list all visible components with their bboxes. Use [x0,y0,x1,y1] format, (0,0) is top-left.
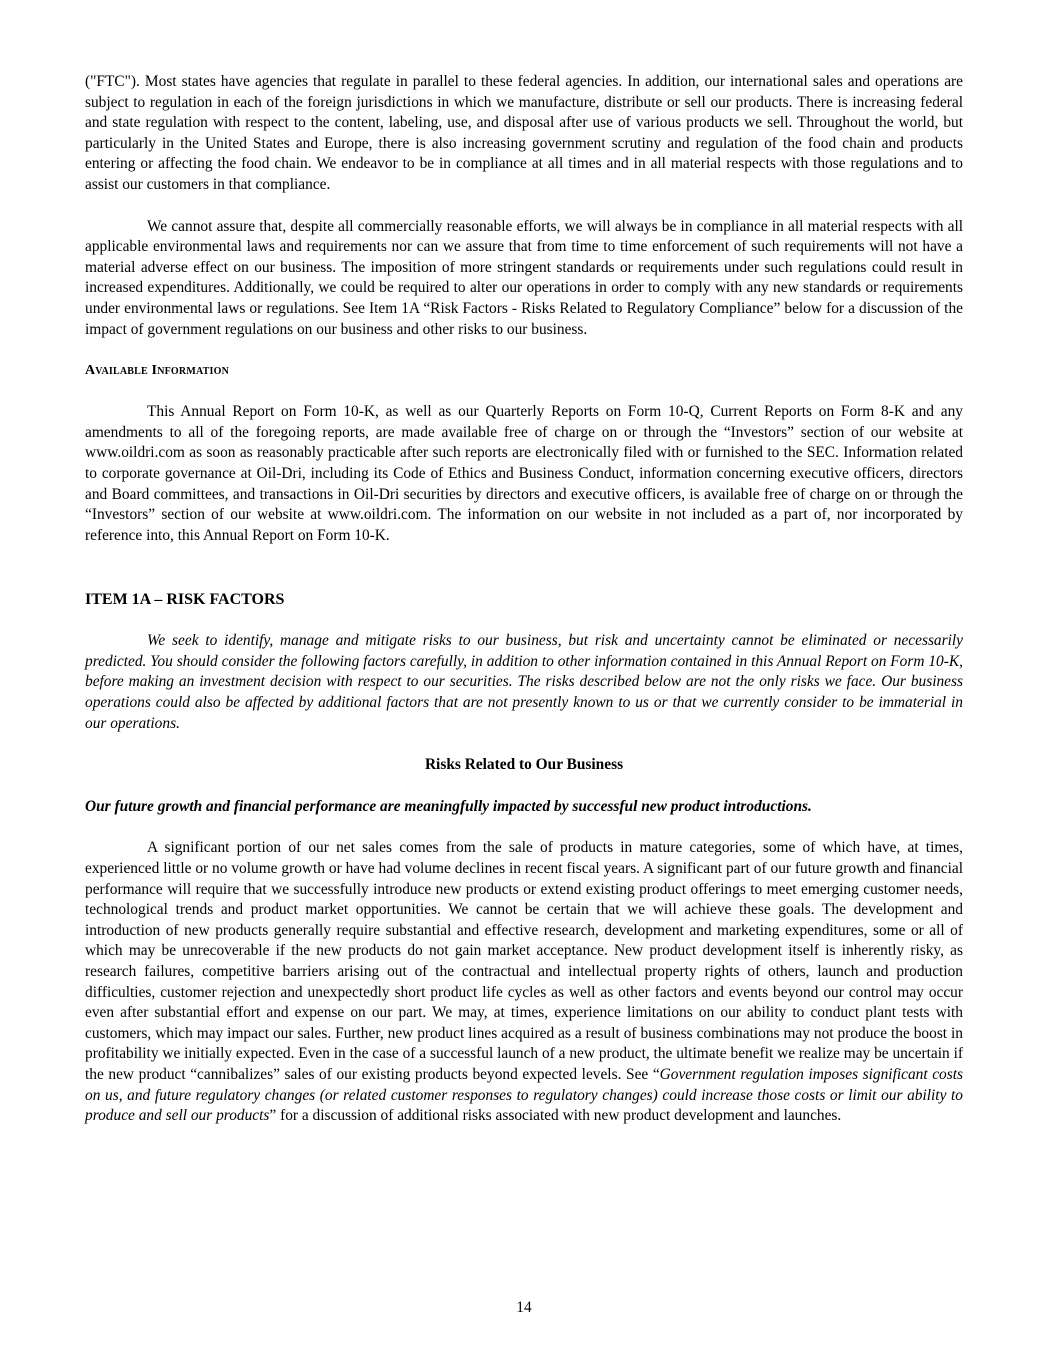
heading-item-1a-risk-factors: ITEM 1A – RISK FACTORS [85,591,285,609]
paragraph-new-products-tail: ” for a discussion of additional risks associated with new product development and launches. [269,1107,842,1125]
heading-available-information: Available Information [85,363,230,379]
paragraph-available-information: This Annual Report on Form 10-K, as well as our Quarterly Reports on Form 10-Q, Current Reports on Form 8-K and any amendments to all of the foregoing reports, are made available free of charge on or through the “Investors” section of our website at www.oildri.com as soon as reasonably practicable after such reports are electronically filed with or furnished to the SEC. Information related to corporate governance at Oil-Dri, including its Code of Ethics and Business Conduct, information concerning executive officers, directors and Board committees, and transactions in Oil-Dri securities by directors and executive officers, is available free of charge on or through the “Investors” section of our website at www.oildri.com. The information on our website in not included as a part of, nor incorporated by reference into, this Annual Report on Form 10-K. [85,403,963,544]
page-number: 14 [516,1299,532,1316]
subheading-risks-related-to-business: Risks Related to Our Business [424,756,624,774]
risk-title-new-products: Our future growth and financial performance are meaningfully impacted by successful new product introductions. [85,797,812,815]
paragraph-risk-intro: We seek to identify, manage and mitigate risks to our business, but risk and uncertainty cannot be eliminated or necessarily predicted. You should consider the following factors carefully, in addition to other information contained in this Annual Report on Form 10-K, before making an investment decision with respect to our securities. The risks described below are not the only risks we face. Our business operations could also be affected by additional factors that are not presently known to us or that we currently consider to be immaterial in our operations. [85,632,963,732]
paragraph-compliance: We cannot assure that, despite all commercially reasonable efforts, we will always be in compliance in all material respects with all applicable environmental laws and requirements nor can we assure that from time to time enforcement of such requirements will not have a material adverse effect on our business. The imposition of more stringent standards or requirements under such regulations could result in increased expenditures. Additionally, we could be required to alter our operations in order to comply with any new standards or requirements under environmental laws or regulations. See Item 1A “Risk Factors - Risks Related to Regulatory Compliance” below for a discussion of the impact of government regulations on our business and other risks to our business. [85,217,963,338]
paragraph-regulation-intro: ("FTC"). Most states have agencies that regulate in parallel to these federal agencies. In addition, our international sales and operations are subject to regulation in each of the foreign jurisdictions in which we manufacture, distribute or sell our products. There is increasing federal and state regulation with respect to the content, labeling, use, and disposal after use of various products we sell. Throughout the world, but particularly in the United States and Europe, there is also increasing government scrutiny and regulation of the food chain and products entering or affecting the food chain. We endeavor to be in compliance at all times and in all material respects with those regulations and to assist our customers in that compliance. [85,73,963,193]
document-page [85,72,963,1127]
paragraph-new-products-main: A significant portion of our net sales comes from the sale of products in mature categories, some of which have, at times, experienced little or no volume growth or have had volume declines in recent fiscal years. A significant part of our future growth and financial performance will require that we successfully introduce new products or extend existing product offerings to meet emerging customer needs, technological trends and product market opportunities. We cannot be certain that we will achieve these goals. The development and introduction of new products generally require substantial and effective research, development and marketing expenditures, some or all of which may be unrecoverable if the new products do not gain market acceptance. New product development itself is inherently risky, as research failures, competitive barriers arising out of the contractual and intellectual property rights of others, launch and production difficulties, customer rejection and unexpectedly short product life cycles as well as other factors and events beyond our control may occur even after substantial effort and expense on our part. We may, at times, experience limitations on our ability to conduct plant tests with customers, which may impact our sales. Further, new product lines acquired as a result of business combinations may not produce the boost in profitability we initially expected. Even in the case of a successful launch of a new product, the ultimate benefit we realize may be uncertain if the new product “cannibalizes” sales of our existing products beyond expected levels. See “ [85,839,963,1083]
cross-reference-government-regulation: Government regulation imposes significant costs on us, and future regulatory changes (or related customer responses to regulatory changes) could increase those costs or limit our ability to produce and sell our products [85,1065,964,1125]
paragraph-new-products [85,838,963,1126]
